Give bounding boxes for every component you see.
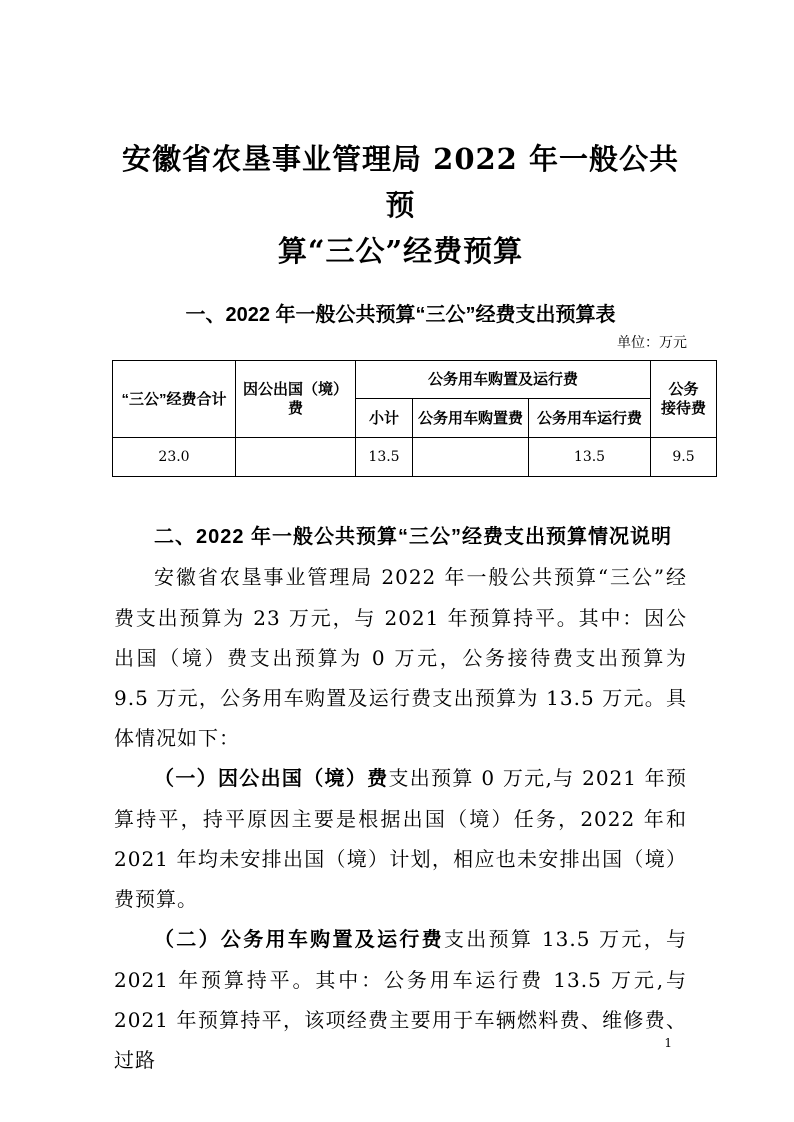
data-cell-abroad (236, 438, 356, 477)
header-cell-reception (651, 361, 717, 438)
paragraph-abroad-fee (114, 758, 687, 919)
table-header-row-1 (113, 361, 717, 399)
document-title-line1: 安徽省农垦事业管理局 2022 年一般公共预 (122, 142, 679, 222)
header-cell-subtotal: 小计 (356, 399, 413, 438)
data-cell-subtotal: 13.5 (356, 438, 413, 477)
header-cell-operation: 公务用车运行费 (529, 399, 651, 438)
section-2-block (114, 517, 687, 1080)
header-cell-vehicle-group: 公务用车购置及运行费 (356, 361, 651, 399)
page-number: 1 (664, 1036, 672, 1050)
header-cell-reception-line1: 公务 (668, 381, 699, 398)
data-cell-total: 23.0 (113, 438, 236, 477)
data-cell-operation: 13.5 (529, 438, 651, 477)
header-cell-reception-line2: 接待费 (660, 400, 706, 417)
header-cell-purchase: 公务用车购置费 (413, 399, 529, 438)
table-unit-label: 单位：万元 (617, 335, 687, 351)
three-public-budget-table (112, 360, 717, 477)
paragraph-abroad-fee-lead: （一）因公出国（境）费 (154, 768, 389, 790)
data-cell-purchase (413, 438, 529, 477)
paragraph-overview (114, 557, 687, 758)
section-1-heading: 一、2022 年一般公共预算“三公”经费支出预算表 (185, 304, 616, 326)
paragraph-vehicle-fee (114, 919, 687, 1080)
paragraph-vehicle-fee-lead: （二）公务用车购置及运行费 (154, 929, 444, 951)
table-data-row (113, 438, 717, 477)
section-2-heading: 二、2022 年一般公共预算“三公”经费支出预算情况说明 (154, 526, 673, 548)
paragraph-overview-text: 安徽省农垦事业管理局 2022 年一般公共预算“三公”经费支出预算为 23 万元，与 2021 年预算持平。其中：因公出国（境）费支出预算为 0 万元，公务接待费支出预算为 9.5 万元，公务用车购置及运行费支出预算为 13.5 万元。具体情况如下： (114, 565, 687, 750)
document-title-line2: 算“三公”经费预算 (277, 234, 524, 268)
document-title (114, 136, 687, 274)
header-cell-abroad: 因公出国（境）费 (236, 361, 356, 438)
paragraph-vehicle-fee-text: 支出预算 13.5 万元，与 2021 年预算持平。其中：公务用车运行费 13.5 万元,与 2021 年预算持平，该项经费主要用于车辆燃料费、维修费、过路 (114, 927, 688, 1072)
paragraph-abroad-fee-text: 支出预算 0 万元,与 2021 年预算持平，持平原因主要是根据出国（境）任务，2022 年和 2021 年均未安排出国（境）计划，相应也未安排出国（境）费预算。 (114, 766, 687, 911)
header-cell-total: “三公”经费合计 (113, 361, 236, 438)
data-cell-reception: 9.5 (651, 438, 717, 477)
